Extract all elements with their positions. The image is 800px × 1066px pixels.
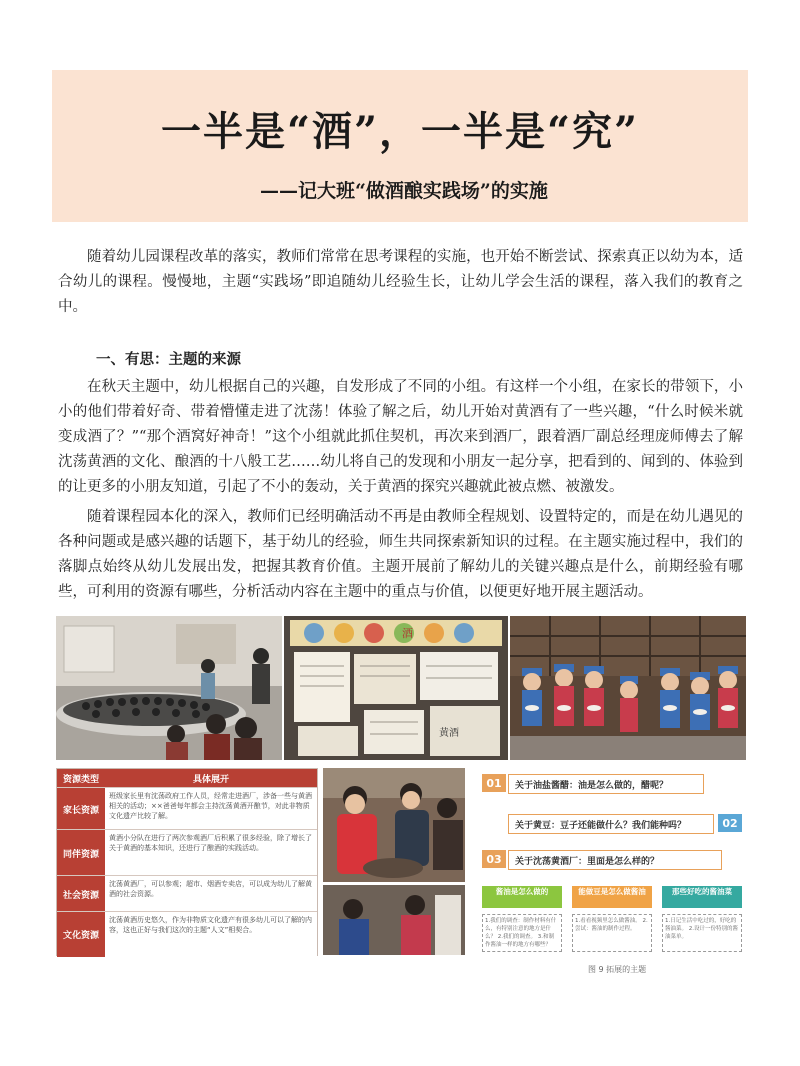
question-number: 01 [482, 774, 506, 792]
category-box: 那些好吃的酱油菜 [662, 886, 742, 908]
table-row-detail: 沈荡黄酒厂，可以参观；超市、烟酒专卖店，可以成为幼儿了解黄酒的社会资源。 [105, 876, 317, 912]
page-subtitle: ——记大班“做酒酿实践场”的实施 [260, 180, 548, 202]
body-paragraph: 随着课程园本化的深入，教师们已经明确活动不再是由教师全程规划、设置特定的，而是在幼儿遇见的各种问题或是感兴趣的话题下，基于幼儿的经验，师生共同探索新知识的过程。在主题实施过程中，我们的落脚点始终从幼儿发展出发，把握其教育价值。主题开展前了解幼儿的关键兴趣点是什么，前期经验有哪些，可利用的资源有哪些，分析活动内容在主题中的重点与价值，以便更好地开展主题活动。 [58, 509, 743, 600]
table-row-detail: 沈荡黄酒历史悠久，作为非物质文化遗产有很多幼儿可以了解的内容，这也正好与我们这次的主题“人文”相契合。 [105, 912, 317, 957]
table-header-type: 资源类型 [62, 774, 99, 785]
photo-wall-note-text: 黄酒 [439, 728, 459, 739]
table-row [57, 829, 317, 876]
table-row-type: 同伴资源 [57, 830, 105, 876]
detail-box: 1.看看视频里怎么做酱油。 2.尝试：酱油的制作过程。 [572, 914, 652, 952]
body-paragraph: 在秋天主题中，幼儿根据自己的兴趣，自发形成了不同的小组。有这样一个小组，在家长的带领下，小小的他们带着好奇、带着懵懂走进了沈荡！体验了解之后，幼儿开始对黄酒有了一些兴趣，“什么时候米就变成酒了？”“那个酒窝好神奇！”这个小组就此抓住契机，再次来到酒厂，跟着酒厂副总经理庞师傅去了解沈荡黄酒的文化、酿酒的十八般工艺……幼儿将自己的发现和小朋友一起分享，把看到的、闻到的、体验到的让更多的小朋友知道，引起了不小的轰动，关于黄酒的探究兴趣就此被点燃、被激发。 [58, 379, 743, 495]
table-row-detail: 黄酒小分队在进行了两次参观酒厂后积累了很多经验，除了增长了关于黄酒的基本知识，还进行了酿酒的实践活动。 [105, 830, 317, 876]
table-row [57, 875, 317, 912]
category-box: 能做豆是怎么做酱油 [572, 886, 652, 908]
page-title: 一半是“酒”，一半是“究” [160, 108, 640, 155]
question-number: 02 [718, 814, 742, 832]
section-heading: 一、有思：主题的来源 [96, 351, 241, 368]
photo-wall-image [284, 616, 508, 760]
detail-box: 1.日记生活中吃过的，好吃的酱油菜。 2.设计一份特别的酱油菜单。 [662, 914, 742, 952]
table-header-detail: 具体展开 [192, 774, 229, 785]
children-group-photo [510, 616, 746, 760]
kids-activity-photo [323, 768, 465, 882]
table-row-type: 文化资源 [57, 912, 105, 957]
intro-paragraph: 随着幼儿园课程改革的落实，教师们常常在思考课程的实施，也开始不断尝试、探索真正以幼为本，适合幼儿的课程。慢慢地，主题“实践场”即追随幼儿经验生长，让幼儿学会生活的课程，落入我们的教育之中。 [58, 249, 743, 315]
category-box: 酱油是怎么做的 [482, 886, 562, 908]
table-row [57, 787, 317, 830]
museum-photo [56, 616, 282, 760]
question-box: 关于黄豆：豆子还能做什么？我们能种吗？ [508, 814, 714, 834]
figure-caption: 图 9 拓展的主题 [588, 965, 647, 974]
topic-diagram [478, 768, 748, 978]
table-row-type: 社会资源 [57, 876, 105, 912]
photo-wall-banner-text: 酒 [402, 627, 413, 640]
table-row-detail: 班级家长里有沈荡政府工作人员，经常走进酒厂，涉备一些与黄酒相关的活动；××爸爸每年都会主持沈荡黄酒开酿节，对此非物质文化遗产比较了解。 [105, 788, 317, 830]
table-row-type: 家长资源 [57, 788, 105, 830]
table-row [57, 911, 317, 957]
question-number: 03 [482, 850, 506, 868]
question-box: 关于油盐酱醋：油是怎么做的，醋呢？ [508, 774, 704, 794]
question-box: 关于沈荡黄酒厂：里面是怎么样的？ [508, 850, 722, 870]
resource-table [56, 768, 318, 956]
kids-activity-photo [323, 885, 465, 955]
table-header [57, 769, 317, 787]
detail-box: 1.我们的调查：制作材料有什么，有特别注意的地方是什么？ 2.我们的调查。 3.和制作酱油一样的地方有哪些？ [482, 914, 562, 952]
